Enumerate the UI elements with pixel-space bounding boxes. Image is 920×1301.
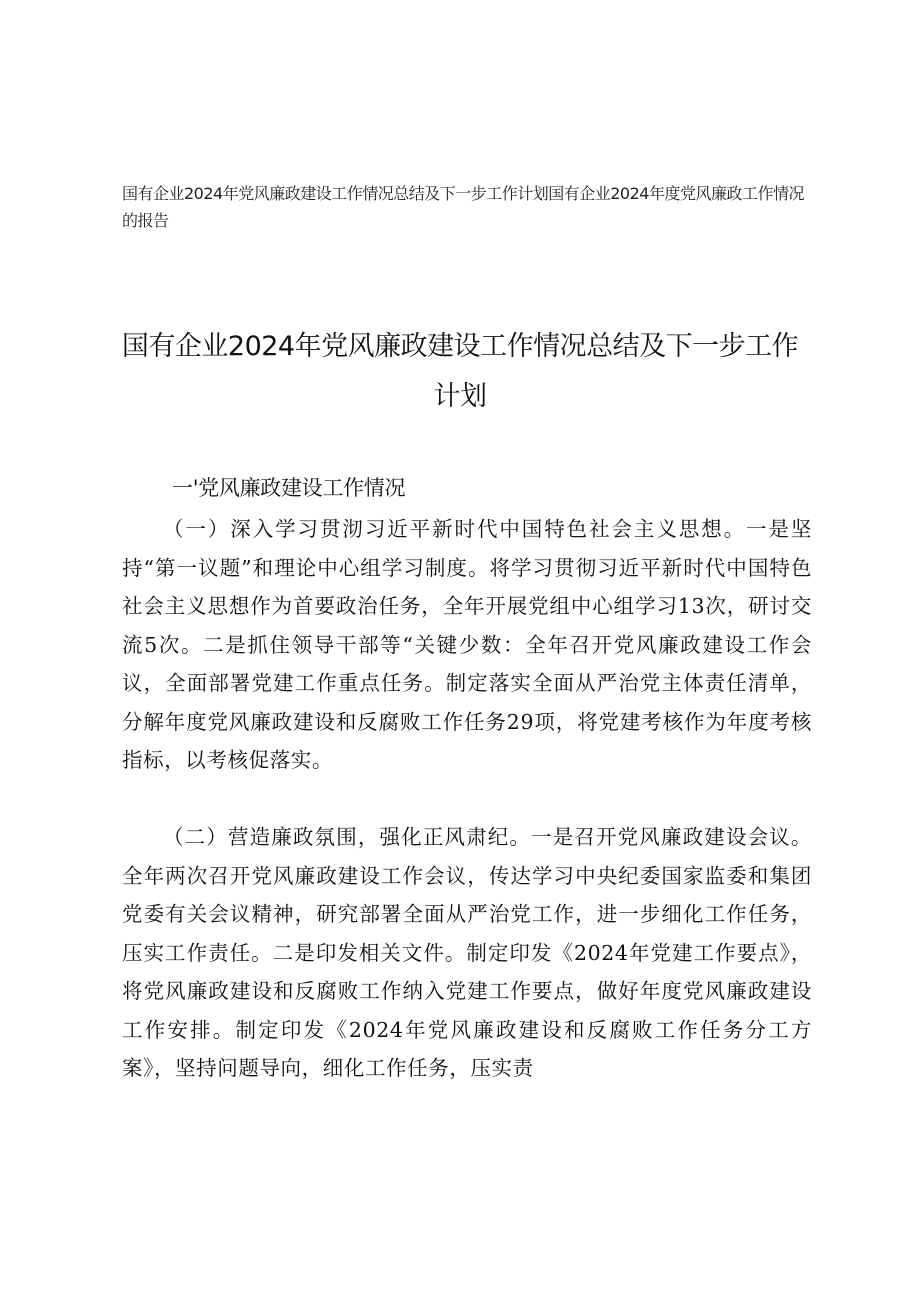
document-title: 国有企业2024年党风廉政建设工作情况总结及下一步工作计划 [121, 331, 799, 412]
section-heading: 一'党风廉政建设工作情况 [172, 476, 406, 500]
paragraph-2: （二）营造廉政氛围，强化正风肃纪。一是召开党风廉政建设会议。全年两次召开党风廉政建设工作会议，传达学习中央纪委国家监委和集团党委有关会议精神，研究部署全面从严治党工作，进一步细化工作任务，压实工作责任。二是印发相关文件。制定印发《2024年党建工作要点》，将党风廉政建设和反腐败工作纳入党建工作要点，做好年度党风廉政建设工作安排。制定印发《2024年党风廉政建设和反腐败工作任务分工方案》，坚持问题导向，细化工作任务，压实责 [122, 825, 812, 1080]
header-title: 国有企业2024年党风廉政建设工作情况总结及下一步工作计划国有企业2024年度党风廉政工作情况的报告 [122, 184, 804, 230]
paragraph-1: （一）深入学习贯沏习近平新时代中国特色社会主义思想。一是坚持“第一议题”和理论中心组学习制度。将学习贯彻习近平新时代中国特色社会主义思想作为首要政治任务，全年开展党组中心组学习13次，研讨交流5次。二是抓住领导干部等“关键少数：全年召开党风廉政建设工作会议，全面部署党建工作重点任务。制定落实全面从严治党主体责任清单，分解年度党风廉政建设和反腐败工作任务29项，将党建考核作为年度考核指标，以考核促落实。 [122, 517, 812, 772]
